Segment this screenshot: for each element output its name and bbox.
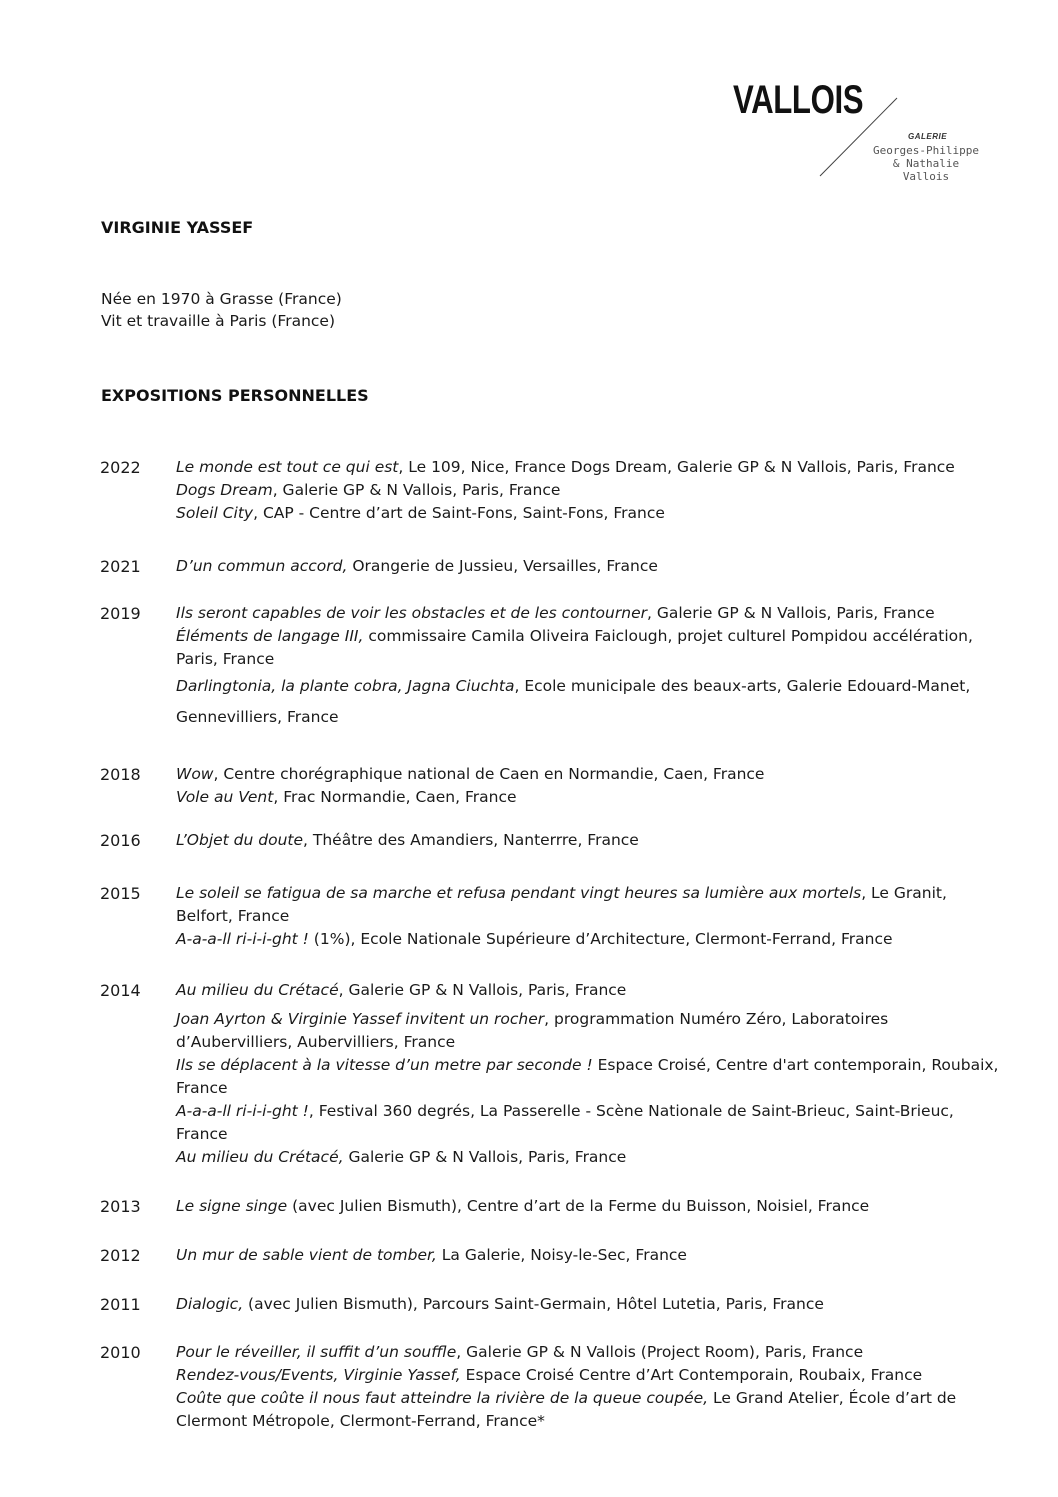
- exhibition-venue: Espace Croisé, Centre d'art contemporain, Roubaix, France: [176, 1056, 999, 1097]
- exhibition-year-block: [100, 882, 1000, 951]
- exhibition-items: [176, 456, 1000, 525]
- exhibition-title: Coûte que coûte il nous faut atteindre la rivière de la queue coupée,: [176, 1389, 709, 1407]
- exhibition-venue: , Le 109, Nice, France Dogs Dream, Galerie GP & N Vallois, Paris, France: [398, 458, 955, 476]
- exhibition-year: 2013: [100, 1197, 141, 1216]
- exhibition-year-block: [100, 555, 1000, 578]
- exhibition-title: Vole au Vent: [176, 788, 274, 806]
- exhibition-entry: [176, 1146, 1000, 1169]
- exhibition-venue: Le Grand Atelier, École d’art de Clermont Métropole, Clermont-Ferrand, France*: [176, 1389, 957, 1430]
- section-title: EXPOSITIONS PERSONNELLES: [101, 386, 369, 405]
- exhibition-year: 2011: [100, 1295, 141, 1314]
- exhibition-venue: , CAP - Centre d’art de Saint-Fons, Saint-Fons, France: [253, 504, 665, 522]
- exhibition-venue: , programmation Numéro Zéro, Laboratoires d’Aubervilliers, Aubervilliers, France: [176, 1010, 889, 1051]
- exhibition-items: [176, 1195, 1000, 1218]
- exhibition-entry: [176, 1341, 1000, 1364]
- exhibition-entry: [176, 882, 1000, 928]
- exhibition-entry: [176, 671, 1000, 733]
- exhibition-items: [176, 763, 1000, 809]
- exhibition-year: 2016: [100, 831, 141, 850]
- exhibition-venue: La Galerie, Noisy-le-Sec, France: [436, 1246, 687, 1264]
- exhibition-title: A-a-a-ll ri-i-i-ght !: [176, 930, 309, 948]
- exhibition-venue: , Le Granit, Belfort, France: [176, 884, 947, 925]
- exhibition-year-block: [100, 456, 1000, 525]
- exhibition-year: 2021: [100, 557, 141, 576]
- logo-subtitle: [858, 144, 994, 183]
- logo-galerie-label: GALERIE: [908, 132, 948, 141]
- exhibition-items: [176, 1341, 1000, 1433]
- exhibition-year: 2010: [100, 1343, 141, 1362]
- exhibition-title: Darlingtonia, la plante cobra, Jagna Ciuchta: [176, 677, 515, 695]
- exhibition-venue: , Galerie GP & N Vallois, Paris, France: [338, 981, 627, 999]
- exhibition-year: 2018: [100, 765, 141, 784]
- exhibition-title: Au milieu du Crétacé,: [176, 1148, 344, 1166]
- exhibition-entry: [176, 1008, 1000, 1054]
- exhibition-venue: , Galerie GP & N Vallois, Paris, France: [646, 604, 935, 622]
- exhibition-year-block: [100, 1195, 1000, 1218]
- exhibition-title: Le soleil se fatigua de sa marche et refusa pendant vingt heures sa lumière aux mortels: [176, 884, 862, 902]
- birth-line: Née en 1970 à Grasse (France): [101, 290, 342, 308]
- exhibition-entry: [176, 625, 1000, 671]
- exhibition-title: Dialogic,: [176, 1295, 244, 1313]
- exhibition-title: Le signe singe: [176, 1197, 288, 1215]
- exhibition-entry: [176, 928, 1000, 951]
- exhibition-title: L’Objet du doute: [176, 831, 304, 849]
- exhibition-entry: [176, 1195, 1000, 1218]
- exhibition-title: Un mur de sable vient de tomber,: [176, 1246, 437, 1264]
- exhibition-entry: [176, 1387, 1000, 1433]
- exhibition-title: Rendez-vous/Events, Virginie Yassef,: [176, 1366, 461, 1384]
- exhibition-venue: (avec Julien Bismuth), Parcours Saint-Germain, Hôtel Lutetia, Paris, France: [243, 1295, 824, 1313]
- exhibition-items: [176, 555, 1000, 578]
- exhibition-year-block: [100, 1293, 1000, 1316]
- exhibition-year: 2012: [100, 1246, 141, 1265]
- exhibition-year: 2015: [100, 884, 141, 903]
- exhibition-entry: [176, 456, 1000, 479]
- exhibition-venue: , Ecole municipale des beaux-arts, Galerie Edouard-Manet, Gennevilliers, France: [176, 677, 971, 726]
- exhibition-items: [176, 829, 1000, 852]
- exhibition-year-block: [100, 763, 1000, 809]
- logo-subtitle-line: & Nathalie: [892, 157, 960, 170]
- exhibition-venue: Espace Croisé Centre d’Art Contemporain, Roubaix, France: [460, 1366, 923, 1384]
- exhibition-venue: commissaire Camila Oliveira Faiclough, projet culturel Pompidou accélération, Paris, France: [176, 627, 973, 668]
- exhibition-venue: Orangerie de Jussieu, Versailles, France: [347, 557, 658, 575]
- exhibition-entry: [176, 1100, 1000, 1146]
- exhibition-venue: (avec Julien Bismuth), Centre d’art de la Ferme du Buisson, Noisiel, France: [287, 1197, 870, 1215]
- exhibition-list: [100, 456, 1000, 1457]
- exhibition-title: Wow: [176, 765, 214, 783]
- exhibition-entry: [176, 1244, 1000, 1267]
- exhibition-title: D’un commun accord,: [176, 557, 348, 575]
- exhibition-entry: [176, 1364, 1000, 1387]
- exhibition-entry: [176, 1293, 1000, 1316]
- exhibition-items: [176, 1293, 1000, 1316]
- exhibition-venue: (1%), Ecole Nationale Supérieure d’Architecture, Clermont-Ferrand, France: [308, 930, 893, 948]
- logo-subtitle-line: Vallois: [902, 170, 950, 183]
- residence-line: Vit et travaille à Paris (France): [101, 312, 336, 330]
- exhibition-title: Pour le réveiller, il suffit d’un souffle: [176, 1343, 457, 1361]
- logo-subtitle-line: Georges-Philippe: [873, 144, 979, 157]
- exhibition-entry: [176, 502, 1000, 525]
- exhibition-venue: , Frac Normandie, Caen, France: [273, 788, 517, 806]
- exhibition-year: 2019: [100, 604, 141, 623]
- exhibition-entry: [176, 786, 1000, 809]
- exhibition-title: Ils seront capables de voir les obstacles et de les contourner: [176, 604, 647, 622]
- exhibition-entry: [176, 829, 1000, 852]
- exhibition-venue: , Centre chorégraphique national de Caen en Normandie, Caen, France: [213, 765, 765, 783]
- exhibition-venue: , Théâtre des Amandiers, Nanterrre, France: [303, 831, 639, 849]
- exhibition-entry: [176, 979, 1000, 1002]
- exhibition-title: Joan Ayrton & Virginie Yassef invitent un rocher: [176, 1010, 545, 1028]
- exhibition-title: A-a-a-ll ri-i-i-ght !: [176, 1102, 309, 1120]
- exhibition-venue: , Galerie GP & N Vallois, Paris, France: [272, 481, 561, 499]
- exhibition-entry: [176, 555, 1000, 578]
- gallery-logo-wordmark: VALLOIS: [733, 78, 864, 122]
- exhibition-title: Au milieu du Crétacé: [176, 981, 339, 999]
- exhibition-year: 2022: [100, 458, 141, 477]
- exhibition-venue: , Festival 360 degrés, La Passerelle - Scène Nationale de Saint-Brieuc, Saint-Brieuc, France: [176, 1102, 954, 1143]
- exhibition-entry: [176, 1054, 1000, 1100]
- exhibition-items: [176, 1244, 1000, 1267]
- exhibition-year-block: [100, 979, 1000, 1169]
- exhibition-entry: [176, 763, 1000, 786]
- exhibition-year-block: [100, 829, 1000, 852]
- exhibition-items: [176, 882, 1000, 951]
- exhibition-title: Dogs Dream: [176, 481, 273, 499]
- exhibition-year-block: [100, 1244, 1000, 1267]
- exhibition-year-block: [100, 1341, 1000, 1433]
- artist-name: VIRGINIE YASSEF: [101, 218, 254, 237]
- exhibition-items: [176, 979, 1000, 1169]
- exhibition-items: [176, 602, 1000, 733]
- exhibition-year: 2014: [100, 981, 141, 1000]
- exhibition-title: Le monde est tout ce qui est: [176, 458, 399, 476]
- exhibition-title: Éléments de langage III,: [176, 627, 364, 645]
- exhibition-venue: , Galerie GP & N Vallois (Project Room), Paris, France: [456, 1343, 864, 1361]
- artist-bio: [101, 288, 342, 332]
- exhibition-title: Ils se déplacent à la vitesse d’un metre par seconde !: [176, 1056, 593, 1074]
- exhibition-entry: [176, 602, 1000, 625]
- exhibition-year-block: [100, 602, 1000, 733]
- exhibition-venue: Galerie GP & N Vallois, Paris, France: [343, 1148, 627, 1166]
- exhibition-title: Soleil City: [176, 504, 254, 522]
- exhibition-entry: [176, 479, 1000, 502]
